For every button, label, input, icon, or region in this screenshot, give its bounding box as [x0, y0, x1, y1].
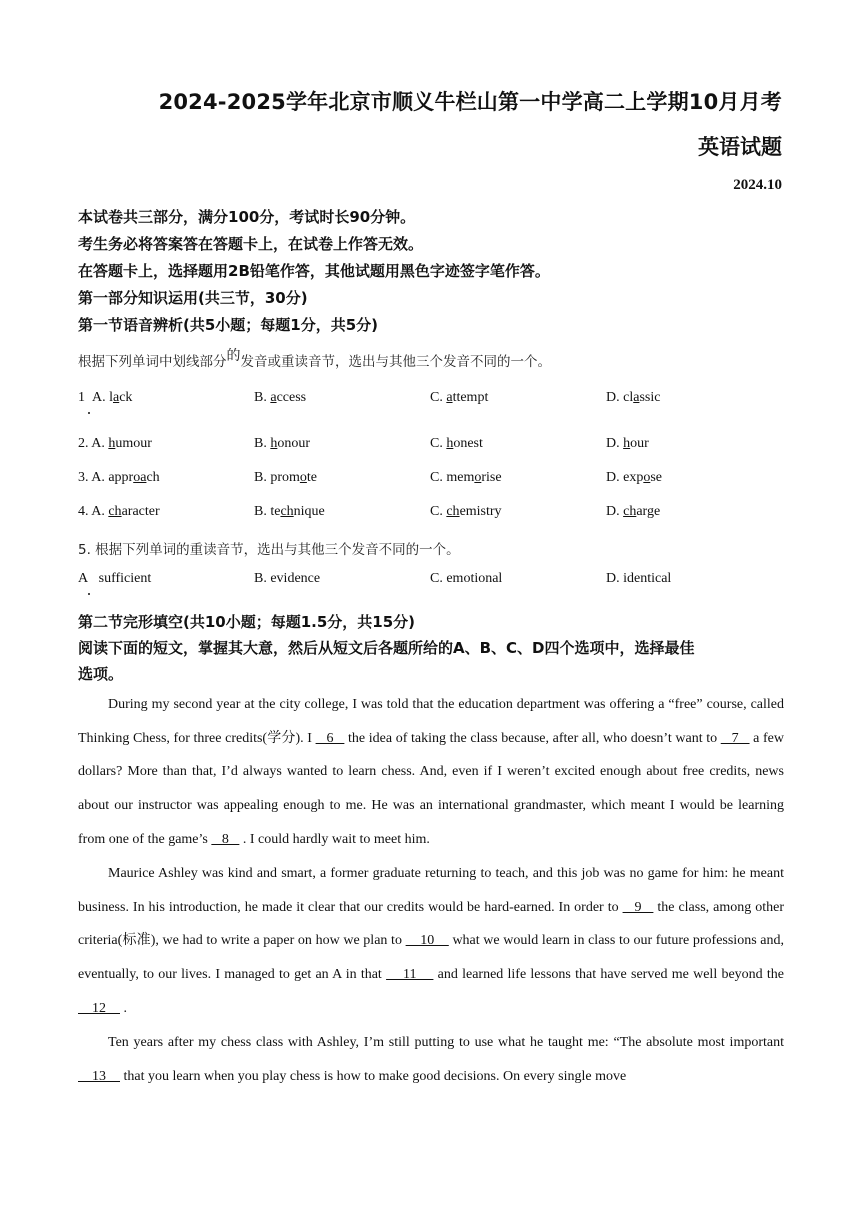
part1-heading: 第一部分知识运用(共三节，30分)	[78, 289, 308, 307]
q2-option-a: 2. A. humour	[78, 436, 152, 451]
q5-option-d: D. identical	[606, 571, 672, 586]
q5-option-a: A sufficient	[78, 571, 152, 586]
instruction-line-1: 本试卷共三部分，满分100分，考试时长90分钟。	[78, 208, 416, 226]
exam-date: 2024.10	[733, 177, 782, 193]
section1-directions: 根据下列单词中划线部分的发音或重读音节，选出与其他三个发音不同的一个。	[78, 348, 551, 370]
blank-6: 6	[315, 730, 345, 746]
q2-option-b: B. honour	[254, 436, 311, 451]
passage-paragraph-3: Ten years after my chess class with Ashley, I’m still putting to use what he taught me: “The absolute most important 13 that you learn when you play chess is how to make good decisions. On every single move	[78, 1035, 784, 1084]
question-1	[78, 390, 788, 410]
passage-paragraph-1: During my second year at the city college, I was told that the education department was offering a “free” course, called Thinking Chess, for three credits(学分). I 6 the idea of taking the class because, after all, who doesn’t want to 7 a few dollars? More than that, I’d always wanted to learn chess. And, even if I weren’t excited enough about free credits, news about our instructor was appealing enough to me. He was an international grandmaster, which meant I would be learning from one of the game’s 8 . I could hardly wait to meet him.	[78, 697, 784, 847]
passage-paragraph-2: Maurice Ashley was kind and smart, a former graduate returning to teach, and this job was no game for him: he meant business. In his introduction, he made it clear that our credits would be hard-earned. In order to 9 the class, among other criteria(标准), we had to write a paper on how we plan to 10 what we would learn in class to our future professions and, eventually, to our lives. I managed to get an A in that 11 and learned life lessons that have served me well beyond the 12 .	[78, 866, 785, 1016]
q5-option-c: C. emotional	[430, 571, 503, 586]
q3-option-b: B. promote	[254, 470, 317, 485]
q4-option-a: 4. A. character	[78, 504, 160, 519]
blank-10: 10	[405, 933, 449, 949]
exam-subtitle: 英语试题	[698, 135, 782, 159]
instruction-line-3: 在答题卡上，选择题用2B铅笔作答，其他试题用黑色字迹签字笔作答。	[78, 262, 550, 280]
q5-option-b: B. evidence	[254, 571, 321, 586]
exam-title: 2024-2025学年北京市顺义牛栏山第一中学高二上学期10月月考	[158, 90, 782, 114]
q3-option-c: C. memorise	[430, 470, 502, 485]
q4-option-b: B. technique	[254, 504, 325, 519]
section2-directions-line2: 选项。	[78, 665, 124, 683]
q2-option-d: D. hour	[606, 436, 649, 451]
blank-8: 8	[211, 831, 240, 847]
blank-7: 7	[720, 730, 750, 746]
q4-option-d: D. charge	[606, 504, 661, 519]
q3-option-d: D. expose	[606, 470, 662, 485]
blank-11: 11	[386, 967, 434, 983]
blank-13: 13	[78, 1068, 120, 1084]
section2-directions-line1: 阅读下面的短文，掌握其大意，然后从短文后各题所给的A、B、C、D四个选项中，选择最佳	[78, 639, 695, 657]
question-5	[78, 571, 788, 591]
question-3	[78, 470, 788, 490]
section2-heading: 第二节完形填空(共10小题；每题1.5分，共15分)	[78, 613, 416, 631]
question-2	[78, 436, 788, 456]
section1-heading: 第一节语音辨析(共5小题；每题1分，共5分)	[78, 316, 379, 334]
q1-option-d: D. classic	[606, 390, 661, 405]
question-4	[78, 504, 788, 524]
q4-option-c: C. chemistry	[430, 504, 502, 519]
q1-option-b: B. access	[254, 390, 307, 405]
instruction-line-2: 考生务必将答案答在答题卡上，在试卷上作答无效。	[78, 235, 424, 253]
q2-option-c: C. honest	[430, 436, 483, 451]
q3-option-a: 3. A. approach	[78, 470, 160, 485]
q5-directions: 5. 根据下列单词的重读音节，选出与其他三个发音不同的一个。	[78, 542, 460, 558]
blank-9: 9	[622, 899, 654, 915]
q1-option-c: C. attempt	[430, 390, 489, 405]
q1-option-a: 1 A. lack	[78, 390, 133, 405]
blank-12: 12	[78, 1000, 120, 1016]
